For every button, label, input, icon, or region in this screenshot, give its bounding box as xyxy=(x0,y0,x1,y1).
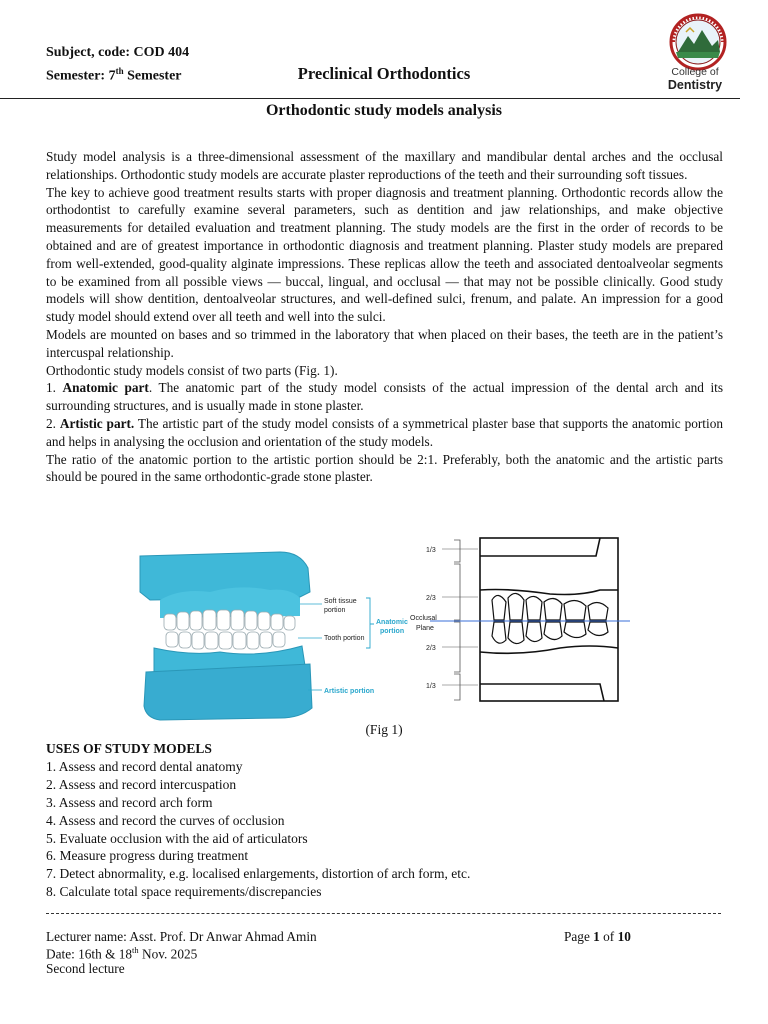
label-ratio-lower: 2/3 xyxy=(426,645,436,652)
list-item: 5. Evaluate occlusion with the aid of articulators xyxy=(46,830,308,846)
list-item: 3. Assess and record arch form xyxy=(46,794,213,810)
figure-caption: (Fig 1) xyxy=(365,722,403,737)
paragraph-intro: Study model analysis is a three-dimensional assessment of the maxillary and mandibular dental arches and the occlusal relationships. Orthodontic study models are accurate plaster reproductions of the teeth and their surrounding soft tissues. xyxy=(46,149,723,182)
uses-list xyxy=(46,758,723,901)
term-anatomic: Anatomic part xyxy=(62,380,149,396)
uses-section xyxy=(46,740,723,901)
label-soft-tissue-1: Soft tissue xyxy=(324,598,357,605)
paragraph-anatomic-part: 1. Anatomic part. The anatomic part of the study model consists of the actual impression of the dental arch and its surrounding structures, and is usually made in stone plaster. xyxy=(46,380,724,414)
paragraph-ratio: The ratio of the anatomic portion to the artistic portion should be 2:1. Preferably, both the anatomic and the artistic parts should be poured in the same orthodontic-grade stone plaster. xyxy=(46,451,723,485)
label-anatomic-2: portion xyxy=(380,628,405,635)
label-ratio-top: 1/3 xyxy=(426,547,436,554)
label-ratio-upper: 2/3 xyxy=(426,595,436,602)
body-text xyxy=(46,148,723,486)
list-item: 8. Calculate total space requirements/discrepancies xyxy=(46,884,322,900)
lecture-number: Second lecture xyxy=(46,961,125,976)
lecturer-name: Lecturer name: Asst. Prof. Dr Anwar Ahmad Amin xyxy=(46,929,317,944)
label-artistic-portion: Artistic portion xyxy=(324,688,375,695)
lecture-date: Date: 16th & 18th Nov. 2025 xyxy=(46,945,198,962)
footer-divider xyxy=(46,913,721,914)
paragraph-mounting: Models are mounted on bases and so trimmed in the laboratory that when placed on their bases, the teeth are in the patient’s intercuspal relationship. xyxy=(46,326,723,360)
label-ratio-bottom: 1/3 xyxy=(426,683,436,690)
label-tooth-portion: Tooth portion xyxy=(324,635,365,642)
header-divider xyxy=(0,98,740,99)
uses-heading: USES OF STUDY MODELS xyxy=(46,741,212,756)
logo-line-college: College of xyxy=(671,66,719,78)
semester: Semester: 7th Semester xyxy=(46,66,182,84)
study-model-illustration xyxy=(140,552,312,720)
paragraph-parts: Orthodontic study models consist of two parts (Fig. 1). xyxy=(46,362,338,378)
subject-code: Subject, code: COD 404 xyxy=(46,45,190,60)
list-item: 4. Assess and record the curves of occlusion xyxy=(46,812,285,828)
label-occlusal-2: Plane xyxy=(416,625,434,632)
paragraph-key: The key to achieve good treatment results starts with proper diagnosis and treatment planning. Orthodontic records allow the orthodontist to carefully examine several parameters, such as dentition and jaw relationships, and make objective measurements for detailed evaluation and treatment planning. The study models are the first in the order of records to be obtained and are of greatest importance in orthodontic diagnosis and treatment planning. Plaster study models are prepared from well-extended, good-quality alginate impressions. These replicas allow the teeth and associated dentoalveolar segments to be examined from all possible views — buccal, lingual, and occlusal — that may not be possible clinically. Good study models will show dentition, dentoalveolar structures, and well-defined sulci, frenum, and palate. An impression for a good study model should extend over all teeth and well into the sulci. xyxy=(46,184,723,325)
paragraph-artistic-part: 2. Artistic part. The artistic part of the study model consists of a symmetrical plaster base that supports the anatomic portion and helps in analysing the occlusion and orientation of the study models. xyxy=(46,415,723,449)
term-artistic: Artistic part. xyxy=(59,415,135,431)
logo-line-dentistry: Dentistry xyxy=(667,78,723,92)
list-item: 1. Assess and record dental anatomy xyxy=(46,758,243,774)
figure-study-model xyxy=(130,532,630,722)
diagram-teeth xyxy=(492,593,608,643)
list-item: 6. Measure progress during treatment xyxy=(46,848,249,864)
label-soft-tissue-2: portion xyxy=(324,607,346,614)
college-logo-text xyxy=(650,66,740,92)
list-item: 2. Assess and record intercuspation xyxy=(46,776,237,792)
label-occlusal-1: Occlusal xyxy=(410,615,437,622)
list-item: 7. Detect abnormality, e.g. localised enlargements, distortion of arch form, etc. xyxy=(46,866,471,882)
course-title: Preclinical Orthodontics xyxy=(297,64,471,83)
page-number: Page 1 of 10 xyxy=(564,929,631,944)
label-anatomic-1: Anatomic xyxy=(376,619,408,626)
document-title: Orthodontic study models analysis xyxy=(265,102,503,119)
